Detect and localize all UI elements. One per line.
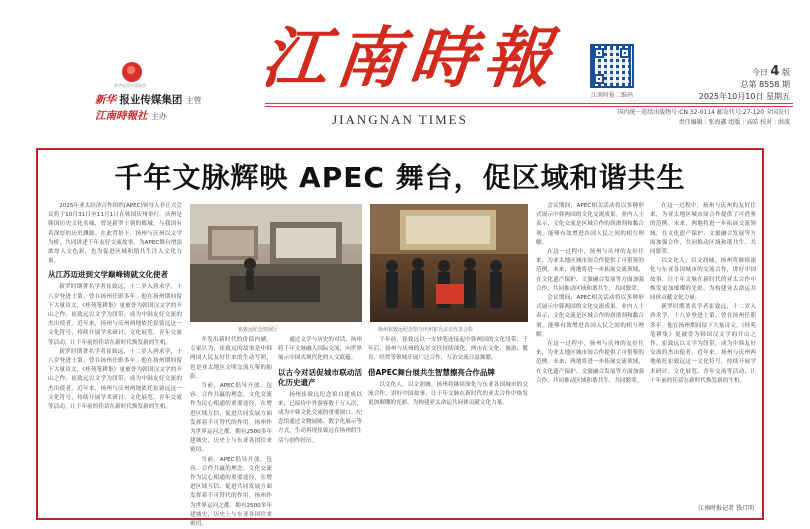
- masthead: [0, 0, 810, 146]
- newspaper-title-en: JIANGNAN TIMES: [332, 112, 468, 127]
- article-paragraph: 新罗时期著名学者崔致远，十二岁入唐求学，十八岁登进士第，曾在扬州任职多年。他在扬州期间留下大量诗文，《桂苑笔耕集》更被誉为韩国汉文学的开山之作。崔致远以文学为纽带，成为中韩友好交流的杰出使者。近年来，扬州与庆州两地依托崔致远这一文化符号，持续开展学术研讨、文化展览、青年交流等活动，让千年前的佳话在新时代焕发新的生机。: [650, 304, 756, 384]
- article-paragraph: 新罗时期著名学者崔致远，十二岁入唐求学，十八岁登进士第，曾在扬州任职多年。他在扬州期间留下大量诗文，《桂苑笔耕集》更被誉为韩国汉文学的开山之作。崔致远以文学为纽带，成为中韩友好交流的杰出使者。近年来，扬州与庆州两地依托崔致远这一文化符号，持续开展学术研讨、文化展览、青年交流等活动，让千年前的佳话在新时代焕发新的生机。: [48, 348, 182, 411]
- article-column-6: [650, 202, 756, 498]
- group-photo: [370, 204, 528, 322]
- article-paragraph: 当前，APEC倡导开放、包容、合作共赢的理念。文化交流作为民心相通的重要途径，在增进区域互信、促进共同发展方面发挥着不可替代的作用。扬州作为世界运河之都，拥有2500多年建城史，历史上与东亚各国往来密切。: [190, 383, 272, 454]
- exhibition-photo: [190, 204, 362, 322]
- article-paragraph: 在这一过程中，扬州与庆州的友好往来，为亚太地区城市间合作提供了可借鉴的范例。未来，两地将进一步拓展交流领域，在文化遗产保护、文旅融合发展等方面加强合作，共同推动区域和谐共生、共同繁荣。: [536, 249, 644, 292]
- org1-note: 主管: [185, 96, 202, 105]
- issue-number: 总第 8558 期: [740, 80, 790, 89]
- org2-red: 江南時報社: [95, 110, 148, 122]
- article-lead: 2025年亚太经济合作组织(APEC)领导人非正式会议将于10月31日至11月1日在韩国庆州举行。庆州是韩国历史文化名城，曾是新罗王朝的都城，与我国有着深厚的历史渊源。在此背景下，扬州与庆州以文学为桥，共同讲述千年友好交流故事，为APEC舞台增添浓厚人文色彩，也为促进区域和谐共生注入文化力量。: [48, 203, 182, 265]
- group-logo-icon: [118, 62, 146, 84]
- article-column-4: [368, 336, 528, 514]
- publication-info-line1: 国内统一连续出版物号:CN 32-0114 邮发代号:27-120 全国发行: [617, 109, 790, 116]
- article-subhead-1: 从江苏迈进到文学巅峰铸就文化使者: [48, 270, 168, 280]
- article-column-2: [190, 336, 272, 528]
- newspaper-title-block: [250, 15, 570, 105]
- qr-caption: 江南时报二维码: [590, 92, 633, 99]
- article-byline: 江南时报记者 钱月明: [698, 505, 754, 512]
- masthead-rule: [265, 103, 793, 104]
- article-paragraph: 扬州崔致远纪念馆自建成以来，已接待中外游客数十万人次，成为中韩文化交流的重要窗口。纪念馆通过文物展陈、数字化展示等方式，生动再现崔致远在扬州的生活与创作经历。: [278, 391, 362, 444]
- feature-article: [36, 148, 764, 528]
- article-paragraph: 千年前，崔致远以一支妙笔连接起中韩两国的文化纽带；千年后，扬州与庆州的友好交往持续深化。两市在文化、旅游、教育、经贸等领域开展广泛合作，互访交流日益频繁。: [368, 337, 528, 362]
- article-column-3: [278, 336, 362, 514]
- brand-caption: 新华报业传媒集团: [114, 83, 146, 88]
- article-subhead-2: 以古今对话促城市联动活化历史遗产: [278, 367, 362, 387]
- supervisor-line: [95, 92, 202, 107]
- article-paragraph: 以文化人，以文润城。扬州将继续深化与东亚各国城市的交流合作，讲好中国故事，让千年文脉在新时代的亚太合作中焕发更加璀璨的光彩，为构建亚太命运共同体贡献文化力量。: [368, 381, 528, 407]
- article-paragraph: 通过文学与历史的对话，扬州将千年文脉融入国际交流，向世界展示中国式现代化的人文底蕴。: [278, 337, 362, 362]
- article-column-1: [48, 202, 182, 514]
- article-paragraph: 以文化人，以文润城。扬州将继续深化与东亚各国城市的交流合作，讲好中国故事，让千年文脉在新时代的亚太合作中焕发更加璀璨的光彩，为构建亚太命运共同体贡献文化力量。: [650, 258, 756, 302]
- masthead-rule-2: [265, 106, 793, 107]
- group-photo-caption: 扬州崔致远纪念馆与庆州崔氏宗亲代表合影: [378, 327, 474, 333]
- article-paragraph: 在这一过程中，扬州与庆州的友好往来，为亚太地区城市间合作提供了可借鉴的范例。未来，两地将进一步拓展交流领域，在文化遗产保护、文旅融合发展等方面加强合作，共同推动区域和谐共生、共同繁荣。: [650, 203, 756, 256]
- issue-info: [699, 66, 790, 103]
- article-subhead-3: 借APEC舞台展共生智慧擦亮合作品牌: [368, 367, 495, 377]
- article-paragraph: 开发出新时代的价值内涵。专家认为，崔致远的故事是中韩两国人民友好往来的生动写照，也是亚太地区文明交流互鉴的缩影。: [190, 337, 272, 380]
- sponsor-line: [95, 108, 167, 123]
- org1-black: 报业传媒集团: [119, 94, 183, 106]
- issue-date: 2025年10月10日 星期五: [698, 92, 790, 101]
- org1-red: 新华: [95, 94, 116, 106]
- article-paragraph: 在这一过程中，扬州与庆州的友好往来，为亚太地区城市间合作提供了可借鉴的范例。未来，两地将进一步拓展交流领域，在文化遗产保护、文旅融合发展等方面加强合作，共同推动区域和谐共生、共同繁荣。: [536, 341, 644, 384]
- qr-code-icon: [590, 44, 634, 88]
- issue-page-count: 4: [770, 64, 780, 79]
- article-paragraph: 会议期间，APEC相关活动将以多种形式展示中韩两国的文化交流成果。业内人士表示，文化交流是区域合作的润滑剂和黏合剂，能够有效增进各国人民之间的相互理解。: [536, 203, 644, 246]
- newspaper-title: 江南時報: [257, 19, 563, 97]
- article-paragraph: 会议期间，APEC相关活动将以多种形式展示中韩两国的文化交流成果。业内人士表示，文化交流是区域合作的润滑剂和黏合剂，能够有效增进各国人民之间的相互理解。: [536, 295, 644, 338]
- publication-info-line2: 责任编辑 : 张海鑫 组版 : 高皓 校对 : 洪波: [678, 119, 790, 126]
- article-paragraph: 新罗时期著名学者崔致远，十二岁入唐求学，十八岁登进士第，曾在扬州任职多年。他在扬州期间留下大量诗文，《桂苑笔耕集》更被誉为韩国汉文学的开山之作。崔致远以文学为纽带，成为中韩友好交流的杰出使者。近年来，扬州与庆州两地依托崔致远这一文化符号，持续开展学术研讨、文化展览、青年交流等活动，让千年前的佳话在新时代焕发新的生机。: [48, 284, 182, 346]
- article-column-5: [536, 202, 644, 514]
- org2-note: 主办: [150, 112, 167, 121]
- publication-info: [617, 108, 790, 128]
- article-paragraph: 当前，APEC倡导开放、包容、合作共赢的理念。文化交流作为民心相通的重要途径，在增进区域互信、促进共同发展方面发挥着不可替代的作用。扬州作为世界运河之都，拥有2500多年建城史，历史上与东亚各国往来密切。: [190, 456, 272, 528]
- exhibition-photo-caption: 崔致远纪念馆展厅: [238, 327, 279, 333]
- issue-pages-line: 今日 4 版: [751, 64, 790, 79]
- article-headline: 千年文脉辉映 APEC 舞台，促区域和谐共生: [114, 161, 686, 194]
